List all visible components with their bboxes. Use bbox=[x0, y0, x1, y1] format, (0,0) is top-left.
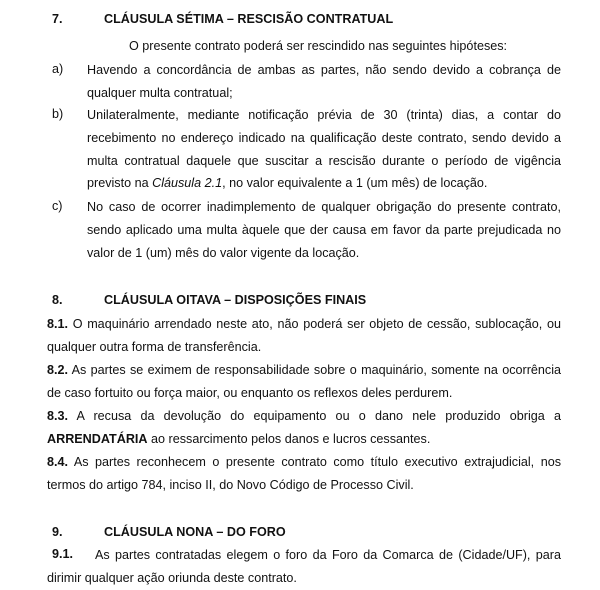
paragraph-number: 8.3. bbox=[47, 409, 69, 423]
clause-8-number: 8. bbox=[52, 293, 63, 307]
clause-8-1 bbox=[47, 313, 561, 359]
paragraph-text: A recusa da devolução do equipamento ou o dano nele produzido obriga a bbox=[68, 409, 561, 423]
item-marker: a) bbox=[52, 62, 64, 76]
clause-reference: Cláusula 2.1 bbox=[152, 176, 223, 191]
item-text: Unilateralmente, mediante notificação prévia de 30 (trinta) dias, a contar do recebimento no endereço indicado na qualificação deste contrato, sendo devido a multa contratual daquele que suscitar a rescisão durante o período de vigência previsto na Cláusula 2.1, no valor equivalente a 1 (um mês) de locação. bbox=[87, 108, 561, 191]
paragraph-number: 8.2. bbox=[47, 363, 69, 377]
party-name: ARRENDATÁRIA bbox=[47, 431, 148, 446]
item-text: No caso de ocorrer inadimplemento de qualquer obrigação do presente contrato, sendo aplicado uma multa àquele que der causa em favor da parte prejudicada no valor de 1 (um) mês do valor vigente da locação. bbox=[87, 200, 561, 260]
item-marker: b) bbox=[52, 107, 64, 121]
paragraph-number: 8.4. bbox=[47, 455, 69, 469]
clause-8-3: 8.3. A recusa da devolução do equipamento ou o dano nele produzido obriga a ARRENDATÁRIA ao ressarcimento pelos danos e lucros cessantes. bbox=[47, 409, 561, 446]
item-text: Havendo a concordância de ambas as partes, não sendo devido a cobrança de qualquer multa contratual; bbox=[87, 63, 561, 100]
paragraph-number: 8.1. bbox=[47, 317, 69, 331]
clause-8-2 bbox=[47, 359, 561, 405]
paragraph-text: As partes contratadas elegem o foro da Foro da Comarca de (Cidade/UF), para dirimir qualquer ação oriunda deste contrato. bbox=[47, 548, 561, 585]
clause-7-intro: O presente contrato poderá ser rescindido nas seguintes hipóteses: bbox=[129, 39, 508, 53]
item-marker: c) bbox=[52, 199, 63, 213]
clause-9-title: CLÁUSULA NONA – DO FORO bbox=[104, 525, 286, 539]
clause-7-title: CLÁUSULA SÉTIMA – RESCISÃO CONTRATUAL bbox=[104, 12, 394, 26]
clause-7-number: 7. bbox=[52, 12, 63, 26]
paragraph-text: O maquinário arrendado neste ato, não poderá ser objeto de cessão, sublocação, ou qualquer outra forma de transferência. bbox=[47, 317, 561, 354]
clause-9-number: 9. bbox=[52, 525, 63, 539]
clause-8-4 bbox=[47, 451, 561, 497]
clause-8-title: CLÁUSULA OITAVA – DISPOSIÇÕES FINAIS bbox=[104, 293, 367, 307]
paragraph-text: As partes reconhecem o presente contrato como título executivo extrajudicial, nos termos do artigo 784, inciso II, do Novo Código de Processo Civil. bbox=[47, 455, 561, 492]
paragraph-number: 9.1. bbox=[52, 547, 74, 561]
paragraph-text: As partes se eximem de responsabilidade sobre o maquinário, somente na ocorrência de caso fortuito ou força maior, ou enquanto os reflexos deles perdurem. bbox=[47, 363, 561, 400]
